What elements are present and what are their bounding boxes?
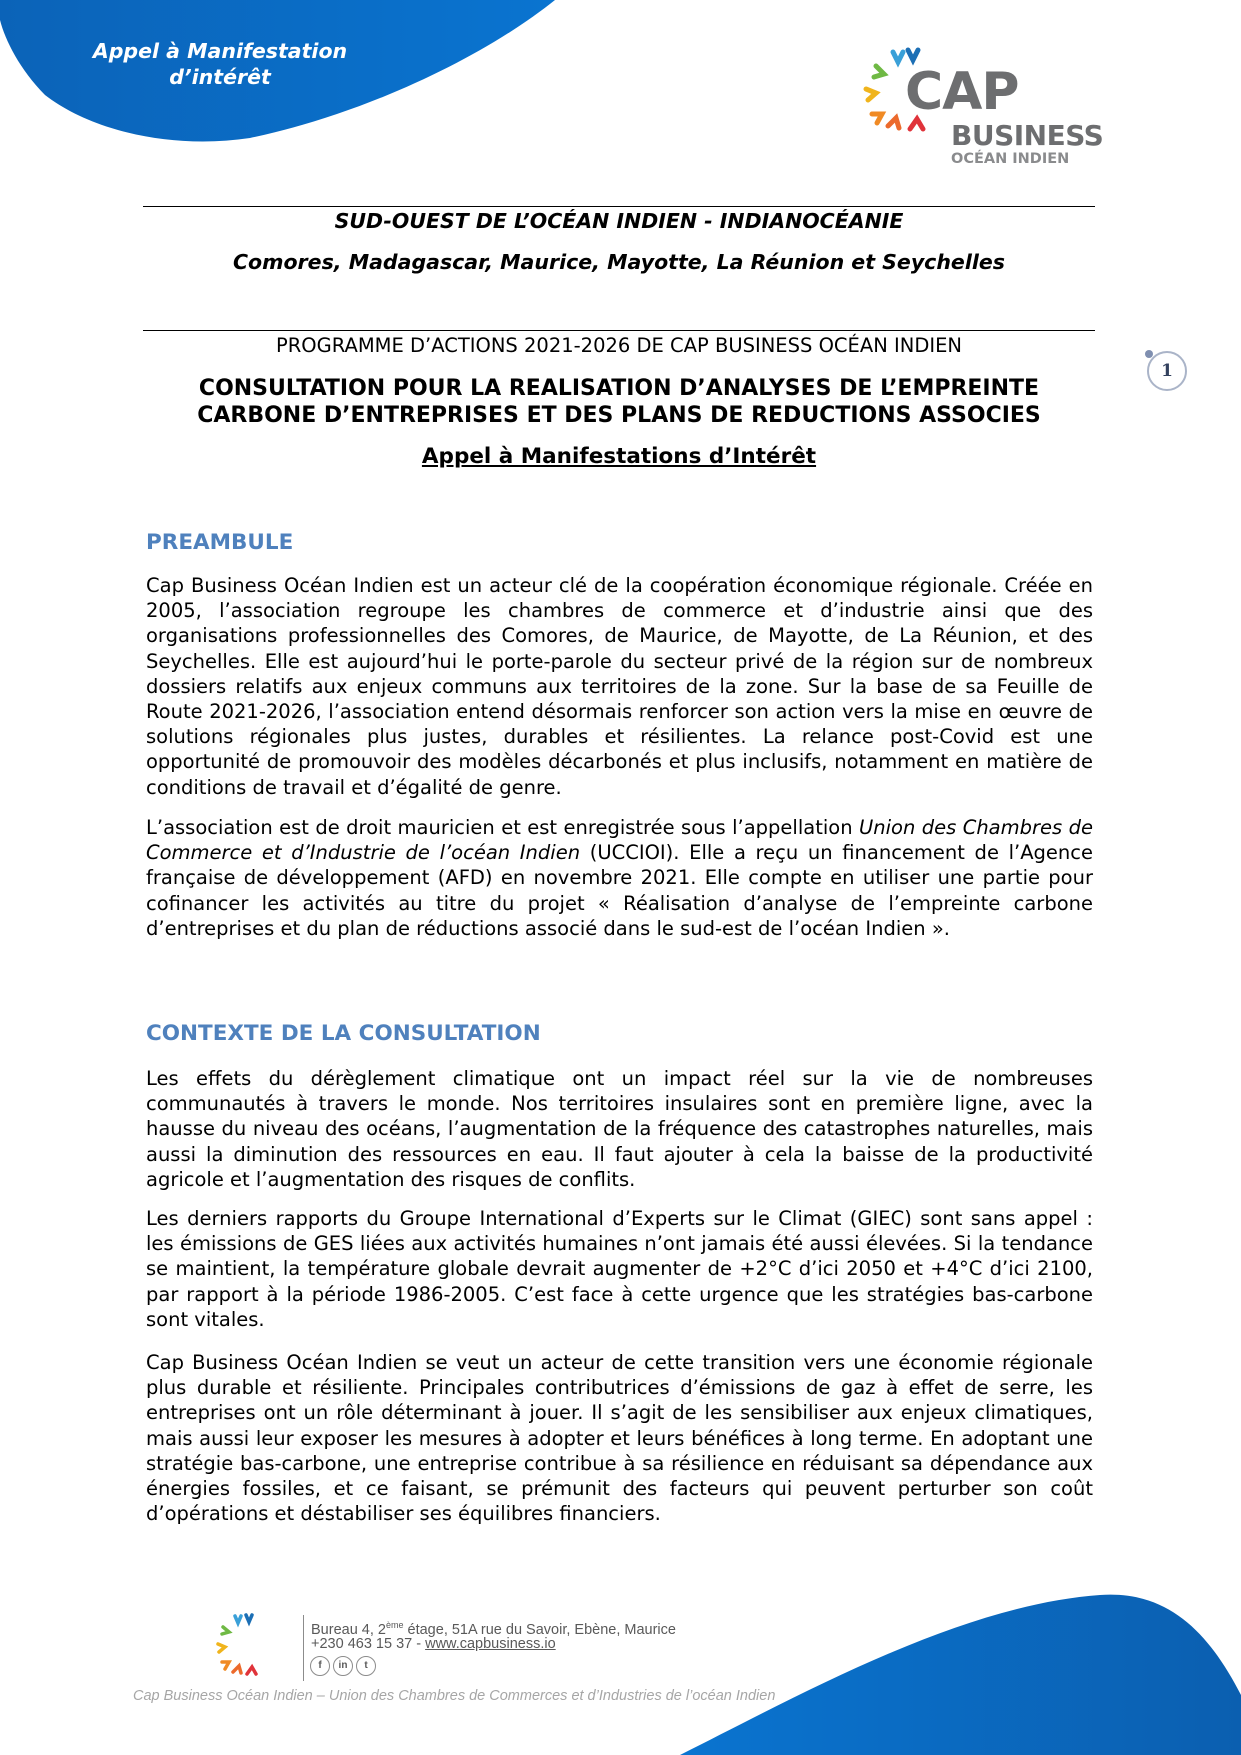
tag-line-2: d’intérêt xyxy=(169,65,271,89)
facebook-icon[interactable]: f xyxy=(310,1656,330,1676)
footer-contact xyxy=(311,1635,556,1654)
region-title: SUD-OUEST DE L’OCÉAN INDIEN - INDIANOCÉANIE xyxy=(334,209,904,233)
p2-italic-name: Union des Chambres de Commerce et d’Industrie de l’océan Indien xyxy=(146,816,1093,865)
paragraph-preambule-2 xyxy=(146,815,1093,941)
call-for-interest-tag xyxy=(60,38,380,90)
p2-text-after: (UCCIOI). Elle a reçu un financement de l’Agence française de développement (AFD) en novembre 2021. Elle compte en utiliser une partie pour cofinancer les activités au titre du projet « Réalisation d’analyse de l’empreinte carbone d’entreprises et du plan de réductions associé dans le sud-est de l’océan Indien ». xyxy=(146,841,1093,940)
logo-ocean-text: OCÉAN INDIEN xyxy=(951,151,1070,167)
region-countries: Comores, Madagascar, Maurice, Mayotte, La Réunion et Seychelles xyxy=(232,250,1005,274)
footer-website-link[interactable]: www.capbusiness.io xyxy=(425,1636,556,1652)
consultation-title-line-2: CARBONE D’ENTREPRISES ET DES PLANS DE REDUCTIONS ASSOCIES xyxy=(197,402,1041,428)
section-heading-preambule: PREAMBULE xyxy=(146,530,294,555)
page-badge-dot-icon xyxy=(1145,350,1153,358)
consultation-title-line-1: CONSULTATION POUR LA REALISATION D’ANALYSES DE L’EMPREINTE xyxy=(198,376,1040,401)
paragraph-preambule-1: Cap Business Océan Indien est un acteur clé de la coopération économique régionale. Créée en 2005, l’association regroupe les chambres de commerce et d’industrie ainsi que des organisations professionnelles des Comores, de Maurice, de Mayotte, de La Réunion, et des Seychelles. Elle est aujourd’hui le porte-parole du secteur privé de la région sur de nombreux dossiers relatifs aux enjeux communs aux territoires de la zone. Sur la base de sa Feuille de Route 2021-2026, l’association entend désormais renforcer son action vers la mise en œuvre de solutions régionales plus justes, durables et résilientes. La relance post-Covid est une opportunité de promouvoir des modèles décarbonés et plus inclusifs, notamment en matière de conditions de travail et d’égalité de genre. xyxy=(146,574,1093,799)
linkedin-icon[interactable]: in xyxy=(333,1656,353,1676)
twitter-icon[interactable]: t xyxy=(356,1656,376,1676)
top-rule xyxy=(143,206,1095,207)
paragraph-contexte-3: Cap Business Océan Indien se veut un acteur de cette transition vers une économie régionale plus durable et résiliente. Principales contributrices d’émissions de gaz à effet de serre, les entreprises ont un rôle déterminant à jouer. Il s’agit de les sensibiliser aux enjeux climatiques, mais aussi leur exposer les mesures à adopter et leurs bénéfices à long terme. En adoptant une stratégie bas-carbone, une entreprise contribue à sa résilience en réduisant sa dépendance aux énergies fossiles, et ce faisant, se prémunit des facteurs qui peuvent perturber son coût d’opérations et déstabiliser ses équilibres financiers. xyxy=(146,1351,1093,1526)
p2-text-before: L’association est de droit mauricien et est enregistrée sous l’appellation xyxy=(146,816,859,839)
footer-divider xyxy=(303,1615,304,1681)
consultation-title xyxy=(143,376,1095,429)
tag-line-1: Appel à Manifestation xyxy=(92,39,348,63)
footer-phone: +230 463 15 37 - xyxy=(311,1636,426,1652)
footer-social-icons xyxy=(310,1656,376,1676)
addr-part-2: étage, 51A rue du Savoir, Ebène, Maurice xyxy=(403,1621,676,1638)
addr-part-1: Bureau 4, 2 xyxy=(311,1621,386,1638)
cap-business-logo xyxy=(858,44,1104,169)
footer-logo-mark-icon xyxy=(215,1612,271,1684)
footer-blue-shape xyxy=(660,1545,1241,1755)
page-number-badge: 1 xyxy=(1147,351,1187,391)
mid-rule xyxy=(143,330,1095,331)
logo-cap-text: CAP xyxy=(905,62,1019,122)
section-heading-contexte: CONTEXTE DE LA CONSULTATION xyxy=(146,1021,541,1046)
paragraph-contexte-2: Les derniers rapports du Groupe International d’Experts sur le Climat (GIEC) sont sans appel : les émissions de GES liées aux activités humaines n’ont jamais été aussi élevées. Si la tendance se maintient, la température globale devrait augmenter de +2°C d’ici 2050 et +4°C d’ici 2100, par rapport à la période 1986-2005. C’est face à cette urgence que les stratégies bas-carbone sont vitales. xyxy=(146,1207,1093,1331)
addr-sup: ème xyxy=(385,1620,404,1630)
programme-title: PROGRAMME D’ACTIONS 2021-2026 DE CAP BUSINESS OCÉAN INDIEN xyxy=(275,334,963,357)
ami-title: Appel à Manifestations d’Intérêt xyxy=(421,444,817,469)
footer-organisation: Cap Business Océan Indien – Union des Chambres de Commerces et d’Industries de l’océan Indien xyxy=(133,1688,776,1704)
paragraph-contexte-1: Les effets du dérèglement climatique ont un impact réel sur la vie de nombreuses communautés à travers le monde. Nos territoires insulaires sont en première ligne, avec la hausse du niveau des océans, l’augmentation de la fréquence des catastrophes naturelles, mais aussi la diminution des ressources en eau. Il faut ajouter à cela la baisse de la productivité agricole et l’augmentation des risques de conflits. xyxy=(146,1067,1093,1191)
logo-business-text: BUSINESS xyxy=(951,119,1104,152)
